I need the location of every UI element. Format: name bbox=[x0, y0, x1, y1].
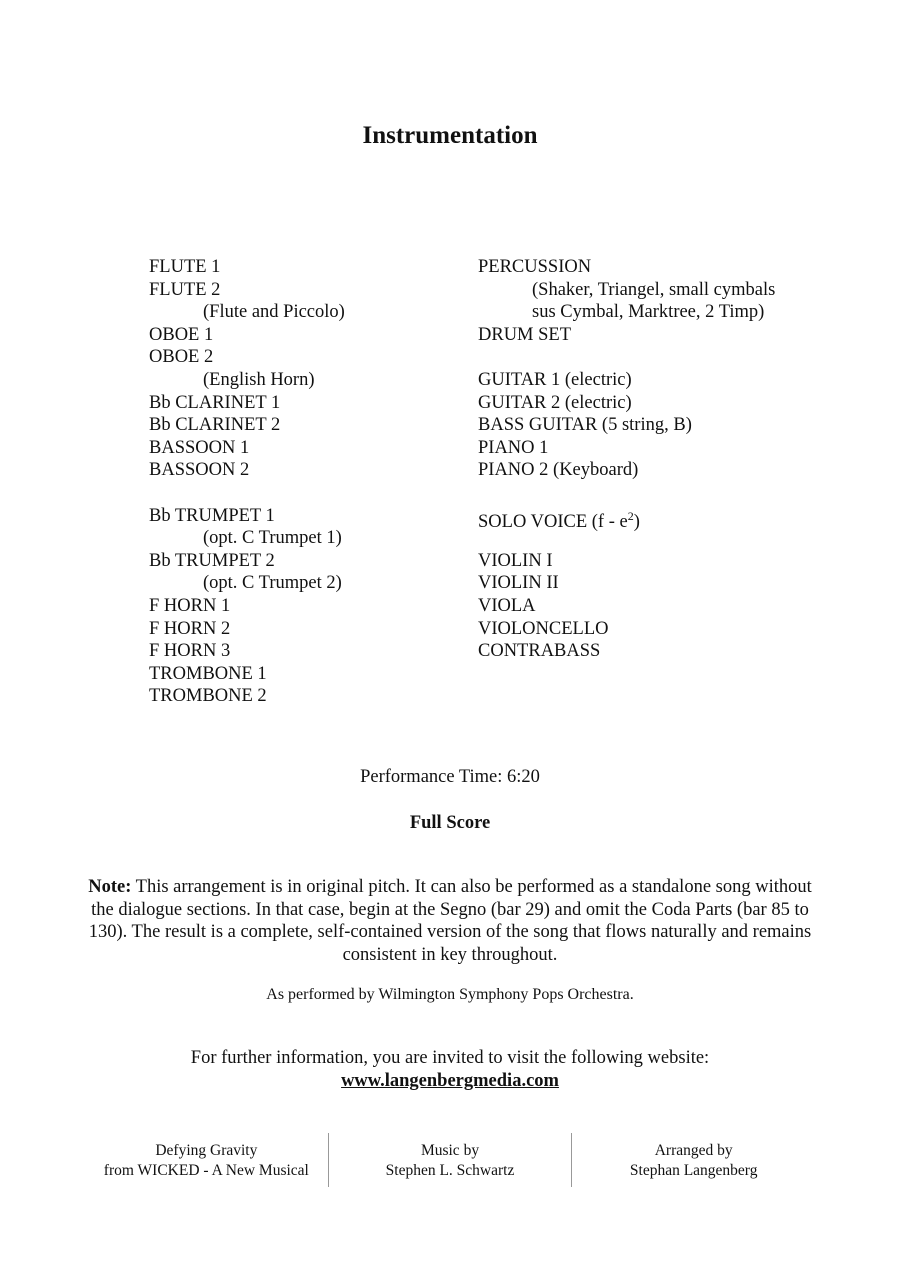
note-paragraph bbox=[80, 876, 820, 966]
performance-time: Performance Time: 6:20 bbox=[360, 767, 540, 787]
instrument-text: GUITAR 1 (electric) bbox=[478, 369, 632, 390]
instrument-text: VIOLA bbox=[478, 595, 536, 616]
instrument-text: F HORN 2 bbox=[149, 618, 231, 639]
instrument-item bbox=[478, 572, 838, 595]
instrument-text: OBOE 2 bbox=[149, 347, 214, 368]
instrument-text: FLUTE 2 bbox=[149, 279, 221, 300]
info-text: For further information, you are invited to visit the following website: bbox=[190, 1048, 710, 1068]
instrument-text: PERCUSSION bbox=[478, 257, 592, 277]
instrument-item bbox=[478, 301, 838, 324]
instrument-item bbox=[149, 527, 469, 550]
instrument-text: PIANO 1 bbox=[478, 437, 549, 458]
instrument-text: VIOLONCELLO bbox=[478, 618, 609, 639]
instrument-item bbox=[149, 572, 469, 595]
spacer bbox=[149, 482, 469, 505]
instrument-item bbox=[149, 618, 469, 641]
footer-song-source: from WICKED - A New Musical bbox=[103, 1162, 309, 1179]
footer bbox=[85, 1133, 815, 1187]
instrument-item bbox=[478, 324, 838, 347]
instrument-text: Bb TRUMPET 2 bbox=[149, 550, 275, 571]
instrument-item bbox=[478, 618, 838, 641]
footer-song-title: Defying Gravity bbox=[155, 1142, 258, 1159]
instrument-item bbox=[478, 414, 838, 437]
performed-by: As performed by Wilmington Symphony Pops Orchestra. bbox=[266, 986, 634, 1003]
instrument-item bbox=[478, 279, 838, 302]
footer-composer: Stephen L. Schwartz bbox=[385, 1162, 515, 1179]
instrument-text: TROMBONE 1 bbox=[149, 663, 267, 684]
instrument-item bbox=[478, 369, 838, 392]
instrument-text: SOLO VOICE (f - e bbox=[478, 511, 628, 532]
instrument-item bbox=[149, 414, 469, 437]
instrument-item bbox=[149, 256, 469, 279]
instrument-item bbox=[478, 392, 838, 415]
instrument-text: VIOLIN II bbox=[478, 573, 559, 594]
spacer bbox=[478, 346, 838, 369]
instrument-item bbox=[149, 301, 469, 324]
instrument-text: CONTRABASS bbox=[478, 641, 601, 662]
instrument-item bbox=[478, 437, 838, 460]
spacer bbox=[478, 482, 838, 505]
instrument-text: PIANO 2 (Keyboard) bbox=[478, 460, 639, 481]
footer-song bbox=[85, 1133, 328, 1187]
instrument-text: Bb TRUMPET 1 bbox=[149, 505, 275, 526]
range-superscript: 2 bbox=[627, 508, 634, 523]
instrument-text: OBOE 1 bbox=[149, 324, 214, 345]
instrument-item bbox=[149, 685, 469, 708]
instrument-text: (English Horn) bbox=[203, 369, 315, 390]
footer-arranger bbox=[571, 1133, 815, 1187]
instrument-item bbox=[149, 324, 469, 347]
instrument-list-right bbox=[478, 256, 838, 663]
instrument-item bbox=[478, 459, 838, 482]
instrument-item bbox=[149, 346, 469, 369]
instrument-item bbox=[149, 595, 469, 618]
instrument-item bbox=[149, 459, 469, 482]
instrument-text: (Flute and Piccolo) bbox=[203, 302, 345, 323]
instrument-text: GUITAR 2 (electric) bbox=[478, 392, 632, 413]
footer-music-label: Music by bbox=[420, 1142, 480, 1159]
instrument-text: F HORN 3 bbox=[149, 641, 231, 662]
instrument-item bbox=[478, 256, 838, 279]
instrument-text: Bb CLARINET 2 bbox=[149, 415, 281, 436]
instrument-item bbox=[149, 550, 469, 573]
instrument-text: DRUM SET bbox=[478, 324, 572, 345]
instrument-item bbox=[149, 392, 469, 415]
instrument-item bbox=[149, 369, 469, 392]
instrument-text: BASSOON 1 bbox=[149, 437, 250, 458]
instrument-item bbox=[478, 505, 838, 532]
instrument-item bbox=[149, 279, 469, 302]
note-label: Note: bbox=[88, 877, 132, 897]
instrument-item bbox=[149, 437, 469, 460]
full-score-label: Full Score bbox=[409, 813, 491, 833]
footer-arranger-name: Stephan Langenberg bbox=[629, 1162, 758, 1179]
footer-music bbox=[328, 1133, 572, 1187]
note-text: This arrangement is in original pitch. It can also be performed as a standalone song without the dialogue sections. In that case, begin at the Segno (bar 29) and omit the Coda Parts (bar 85 to 130). The result is a complete, self-contained version of the song that flows naturally and remains consistent in key throughout. bbox=[88, 877, 812, 965]
instrument-text: (Shaker, Triangel, small cymbals bbox=[532, 279, 776, 300]
footer-arranger-label: Arranged by bbox=[654, 1142, 733, 1159]
instrument-text: TROMBONE 2 bbox=[149, 686, 267, 707]
instrument-list-left bbox=[149, 256, 469, 708]
instrument-text: sus Cymbal, Marktree, 2 Timp) bbox=[532, 302, 765, 323]
instrument-text: F HORN 1 bbox=[149, 595, 231, 616]
instrument-item bbox=[149, 505, 469, 528]
instrument-suffix: ) bbox=[633, 511, 640, 532]
instrument-text: BASS GUITAR (5 string, B) bbox=[478, 415, 692, 436]
instrument-item bbox=[149, 640, 469, 663]
instrument-text: Bb CLARINET 1 bbox=[149, 392, 281, 413]
instrument-text: (opt. C Trumpet 1) bbox=[203, 528, 342, 549]
instrument-text: (opt. C Trumpet 2) bbox=[203, 573, 342, 594]
instrument-item bbox=[478, 550, 838, 573]
website-link[interactable]: www.langenbergmedia.com bbox=[341, 1071, 559, 1091]
instrument-text: FLUTE 1 bbox=[149, 257, 221, 277]
instrument-item bbox=[478, 640, 838, 663]
instrument-item bbox=[478, 595, 838, 618]
instrument-text: VIOLIN I bbox=[478, 550, 553, 571]
page-title: Instrumentation bbox=[362, 122, 538, 149]
instrument-item bbox=[149, 663, 469, 686]
instrument-text: BASSOON 2 bbox=[149, 460, 250, 481]
